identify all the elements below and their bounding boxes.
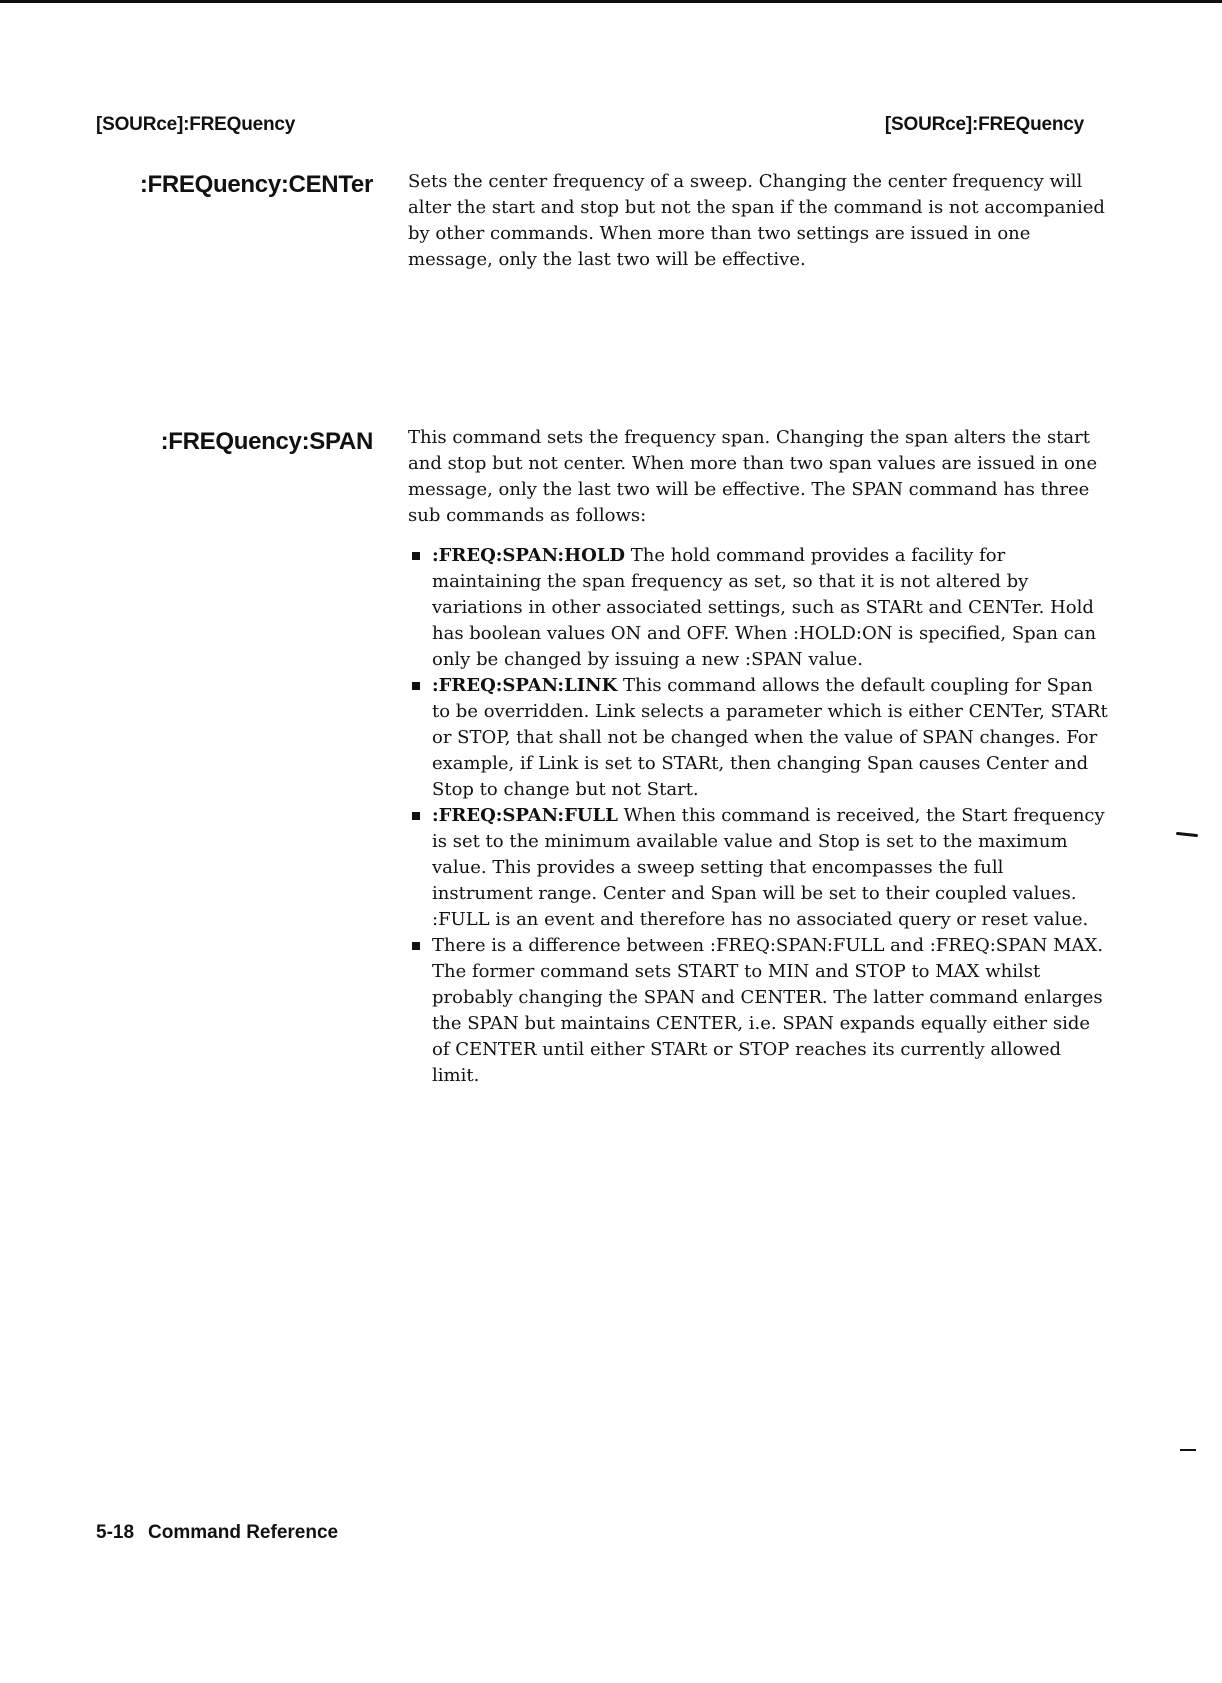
center-command-heading: :FREQuency:CENTer [139,171,373,198]
list-item [408,933,1108,1089]
subcommand-text: There is a difference between :FREQ:SPAN:FULL and :FREQ:SPAN MAX. The former command sets START to MIN and STOP to MAX whilst probably changing the SPAN and CENTER. The latter command enlarges the SPAN but maintains CENTER, i.e. SPAN expands equally either side of CENTER until either STARt or STOP reaches its currently allowed limit. [432,935,1104,1086]
list-item [408,673,1108,803]
running-head-right: [SOURce]:FREQuency [884,114,1084,135]
center-command-description: Sets the center frequency of a sweep. Changing the center frequency will alter the start and stop but not the span if the command is not accompanied by other commands. When more than two settings are issued in one message, only the last two will be effective. [408,171,1105,270]
footer-section-title: Command Reference [148,1522,339,1543]
subcommand-text: This command allows the default coupling for Span to be overridden. Link selects a parameter which is either CENTer, STARt or STOP, that shall not be changed when the value of SPAN changes. For example, if Link is set to STARt, then changing Span causes Center and Stop to change but not Start. [432,675,1108,800]
page-number: 5-18 [96,1522,135,1543]
subcommand-text: When this command is received, the Start frequency is set to the minimum available value and Stop is set to the maximum value. This provides a sweep setting that encompasses the full instrument range. Center and Span will be set to their coupled values. :FULL is an event and therefore has no associated query or reset value. [432,805,1105,930]
subcommand-name: :FREQ:SPAN:FULL [432,805,618,826]
subcommand-name: :FREQ:SPAN:HOLD [432,545,626,566]
square-bullet-icon [412,942,420,950]
margin-scan-mark [1176,832,1198,837]
square-bullet-icon [412,552,420,560]
span-command-heading: :FREQuency:SPAN [160,428,373,455]
span-command-description: This command sets the frequency span. Changing the span alters the start and stop but not center. When more than two span values are issued in one message, only the last two will be effective. The SPAN command has three sub commands as follows: [408,427,1098,526]
running-head-left: [SOURce]:FREQuency [96,114,296,135]
span-subcommand-list [408,543,1108,1089]
square-bullet-icon [412,812,420,820]
subcommand-text: The hold command provides a facility for maintaining the span frequency as set, so that it is not altered by variations in other associated settings, such as STARt and CENTer. Hold has boolean values ON and OFF. When :HOLD:ON is specified, Span can only be changed by issuing a new :SPAN value. [432,545,1097,670]
top-rule [0,0,1222,3]
margin-scan-mark [1180,1449,1196,1451]
list-item [408,543,1108,673]
list-item [408,803,1108,933]
subcommand-name: :FREQ:SPAN:LINK [432,675,618,696]
square-bullet-icon [412,682,420,690]
page-footer [96,1522,338,1544]
